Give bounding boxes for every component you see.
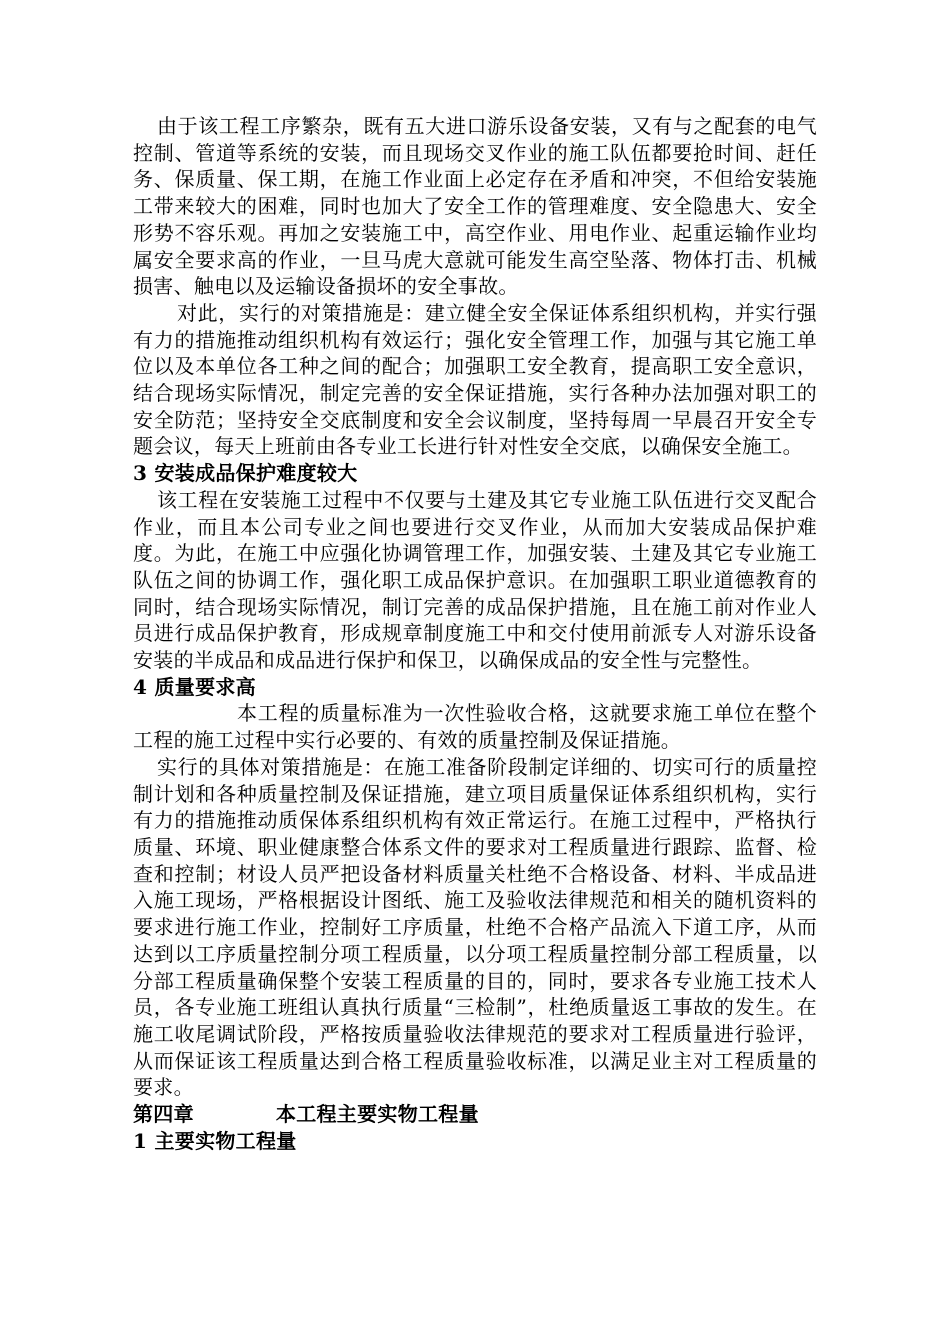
chapter-heading (133, 1101, 817, 1128)
section-heading-4: 4 质量要求高 (133, 674, 256, 699)
body-paragraph-4: 本工程的质量标准为一次性验收合格，这就要求施工单位在整个工程的施工过程中实行必要的、有效的质量控制及保证措施。 (133, 701, 817, 753)
body-paragraph-5: 实行的具体对策措施是：在施工准备阶段制定详细的、切实可行的质量控制计划和各种质量控制及保证措施，建立项目质量保证体系组织机构，实行有力的措施推动质保体系组织机构有效正常运行。在施工过程中，严格执行质量、环境、职业健康整合体系文件的要求对工程质量进行跟踪、监督、检查和控制；材设人员严把设备材料质量关杜绝不合格设备、材料、半成品进入施工现场，严格根据设计图纸、施工及验收法律规范和相关的随机资料的要求进行施工作业，控制好工序质量，杜绝不合格产品流入下道工序，从而达到以工序质量控制分项工程质量，以分项工程质量控制分部工程质量，以分部工程质量确保整个安装工程质量的目的，同时，要求各专业施工技术人员，各专业施工班组认真执行质量“三检制”，杜绝质量返工事故的发生。在施工收尾调试阶段，严格按质量验收法律规范的要求对工程质量进行验评，从而保证该工程质量达到合格工程质量验收标准，以满足业主对工程质量的要求。 (133, 754, 817, 1100)
body-paragraph-2: 对此，实行的对策措施是：建立健全安全保证体系组织机构，并实行强有力的措施推动组织机构有效运行；强化安全管理工作，加强与其它施工单位以及本单位各工种之间的配合；加强职工安全教育，提高职工安全意识，结合现场实际情况，制定完善的安全保证措施，实行各种办法加强对职工的安全防范；坚持安全交底制度和安全会议制度，坚持每周一早晨召开安全专题会议，每天上班前由各专业工长进行针对性安全交底，以确保安全施工。 (133, 300, 817, 459)
document-page (133, 113, 817, 1154)
subsection-heading: 1 主要实物工程量 (133, 1128, 297, 1153)
section-heading-3: 3 安装成品保护难度较大 (133, 461, 358, 486)
chapter-number: 第四章 (133, 1102, 194, 1127)
chapter-title: 本工程主要实物工程量 (275, 1102, 479, 1127)
body-paragraph-3: 该工程在安装施工过程中不仅要与土建及其它专业施工队伍进行交叉配合作业，而且本公司专业之间也要进行交叉作业，从而加大安装成品保护难度。为此，在施工中应强化协调管理工作，加强安装、土建及其它专业施工队伍之间的协调工作，强化职工成品保护意识。在加强职工职业道德教育的同时，结合现场实际情况，制订完善的成品保护措施，且在施工前对作业人员进行成品保护教育，形成规章制度施工中和交付使用前派专人对游乐设备安装的半成品和成品进行保护和保卫，以确保成品的安全性与完整性。 (133, 487, 817, 673)
body-paragraph-1: 由于该工程工序繁杂，既有五大进口游乐设备安装，又有与之配套的电气控制、管道等系统的安装，而且现场交叉作业的施工队伍都要抢时间、赶任务、保质量、保工期，在施工作业面上必定存在矛盾和冲突，不但给安装施工带来较大的困难，同时也加大了安全工作的管理难度、安全隐患大、安全形势不容乐观。再加之安装施工中，高空作业、用电作业、起重运输作业均属安全要求高的作业，一旦马虎大意就可能发生高空坠落、物体打击、机械损害、触电以及运输设备损坏的安全事故。 (133, 114, 817, 299)
